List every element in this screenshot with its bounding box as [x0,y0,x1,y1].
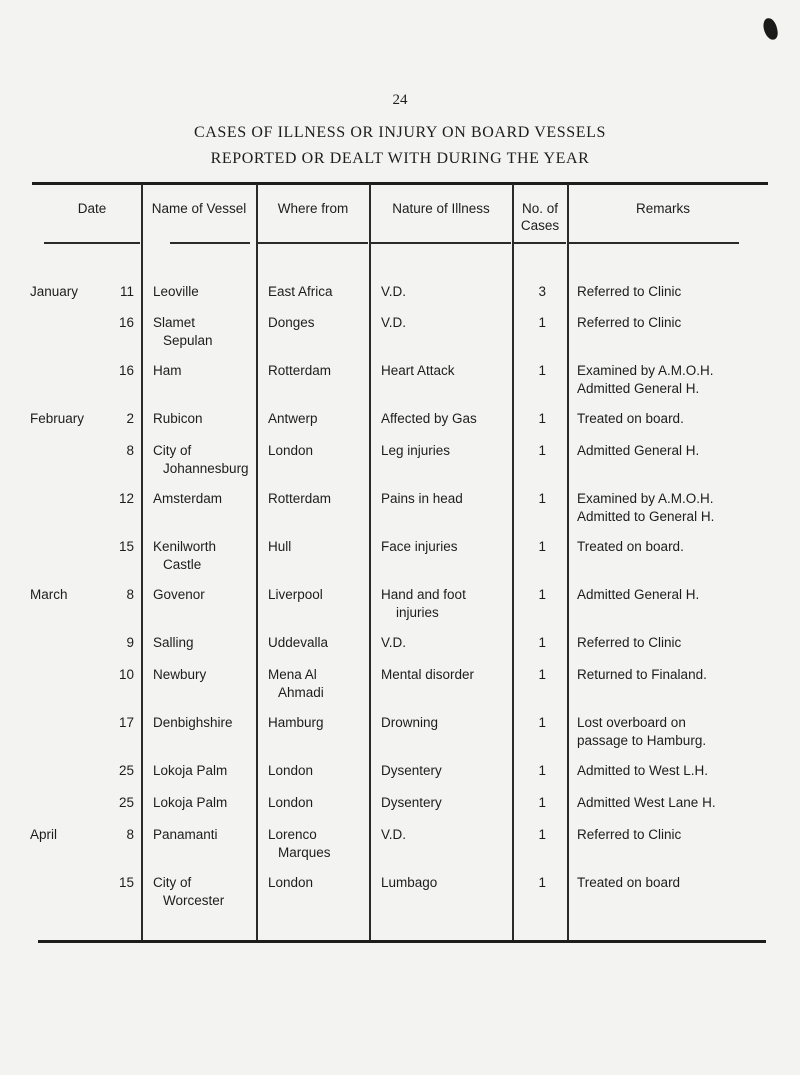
row-cases: 1 [538,363,546,378]
row-day: 12 [118,491,134,506]
row-nature-of-illness: V.D. [381,315,407,330]
row-nature-of-illness: Pains in head [381,491,463,506]
row-day: 2 [126,411,134,426]
row-day: 25 [118,795,134,810]
row-day: 8 [126,587,134,602]
row-vessel-name: Denbighshire [153,715,233,730]
row-day: 9 [126,635,134,650]
row-where-from: Antwerp [268,411,318,426]
column-divider [567,184,569,940]
table-bottom-rule [38,940,766,943]
row-cases: 1 [538,443,546,458]
row-nature-of-illness: Dysentery [381,795,442,810]
row-cases: 1 [538,715,546,730]
row-where-from: Rotterdam [268,363,332,378]
header-underline [514,242,566,244]
row-where-from: Liverpool [268,587,323,602]
page-subtitle: REPORTED OR DEALT WITH DURING THE YEAR [210,150,590,167]
row-vessel-name: Sepulan [163,333,213,348]
row-vessel-name: City of [153,875,192,890]
header-underline [371,242,511,244]
row-remarks: Referred to Clinic [577,635,682,650]
row-remarks: Examined by A.M.O.H. [577,491,714,506]
row-where-from: London [268,875,314,890]
row-where-from: Hull [268,539,292,554]
row-vessel-name: Govenor [153,587,205,602]
row-vessel-name: Newbury [153,667,207,682]
row-remarks: Examined by A.M.O.H. [577,363,714,378]
page-title: CASES OF ILLNESS OR INJURY ON BOARD VESSELS [193,124,607,141]
row-nature-of-illness: Face injuries [381,539,458,554]
header-nature-of-illness: Nature of Illness [392,201,490,216]
row-day: 15 [118,875,134,890]
row-where-from: Ahmadi [278,685,324,700]
row-nature-of-illness: Heart Attack [381,363,455,378]
header-no-of-cases [513,200,567,234]
row-where-from: Rotterdam [268,491,332,506]
row-remarks: Referred to Clinic [577,827,682,842]
row-day: 16 [118,315,134,330]
row-nature-of-illness: Drowning [381,715,439,730]
row-where-from: Lorenco [268,827,317,842]
page-number: 24 [392,92,408,108]
row-remarks: Admitted General H. [577,587,700,602]
row-day: 8 [126,443,134,458]
row-where-from: Marques [278,845,331,860]
row-month: April [30,827,58,842]
column-divider [256,184,258,940]
header-cases-line1: No. of [521,201,559,216]
row-nature-of-illness: Mental disorder [381,667,475,682]
row-vessel-name: Rubicon [153,411,203,426]
row-remarks: Lost overboard on [577,715,686,730]
row-remarks: Treated on board. [577,411,684,426]
header-underline [258,242,368,244]
row-cases: 1 [538,795,546,810]
row-remarks: Admitted General H. [577,443,700,458]
row-remarks: Returned to Finaland. [577,667,707,682]
row-where-from: London [268,443,314,458]
row-remarks: Referred to Clinic [577,284,682,299]
column-divider [141,184,143,940]
row-cases: 1 [538,491,546,506]
ink-blot [762,17,779,41]
row-where-from: East Africa [268,284,333,299]
row-nature-of-illness: Lumbago [381,875,438,890]
row-day: 8 [126,827,134,842]
row-cases: 1 [538,635,546,650]
row-where-from: London [268,763,314,778]
row-month: February [30,411,85,426]
row-vessel-name: Amsterdam [153,491,223,506]
row-day: 16 [118,363,134,378]
column-divider [512,184,514,940]
row-cases: 1 [538,875,546,890]
row-vessel-name: Castle [163,557,202,572]
row-cases: 1 [538,587,546,602]
row-day: 11 [119,284,134,299]
row-where-from: Mena Al [268,667,317,682]
row-vessel-name: Johannesburg [163,461,249,476]
row-cases: 3 [538,284,546,299]
row-cases: 1 [538,539,546,554]
row-vessel-name: Kenilworth [153,539,217,554]
row-nature-of-illness: V.D. [381,827,407,842]
row-vessel-name: Leoville [153,284,199,299]
header-vessel: Name of Vessel [151,201,247,216]
header-where-from: Where from [277,201,349,216]
row-vessel-name: Worcester [163,893,225,908]
row-vessel-name: City of [153,443,192,458]
row-where-from: Hamburg [268,715,324,730]
row-day: 10 [118,667,134,682]
row-vessel-name: Lokoja Palm [153,795,228,810]
row-remarks: Treated on board [577,875,681,890]
row-where-from: Donges [268,315,315,330]
row-cases: 1 [538,315,546,330]
row-month: January [30,284,79,299]
row-remarks: Treated on board. [577,539,684,554]
row-remarks: Admitted to General H. [577,509,715,524]
row-nature-of-illness: V.D. [381,284,407,299]
header-remarks: Remarks [635,201,690,216]
row-remarks: Admitted to West L.H. [577,763,709,778]
header-underline [44,242,140,244]
row-cases: 1 [538,763,546,778]
row-nature-of-illness: Dysentery [381,763,442,778]
row-where-from: London [268,795,314,810]
row-remarks: Admitted West Lane H. [577,795,716,810]
row-nature-of-illness: V.D. [381,635,407,650]
row-where-from: Uddevalla [268,635,329,650]
row-remarks: Admitted General H. [577,381,700,396]
row-cases: 1 [538,411,546,426]
column-divider [369,184,371,940]
row-month: March [30,587,68,602]
row-remarks: Referred to Clinic [577,315,682,330]
header-cases-line2: Cases [520,218,560,233]
row-nature-of-illness: Leg injuries [381,443,451,458]
row-vessel-name: Salling [153,635,194,650]
header-date: Date [77,201,107,216]
row-day: 17 [118,715,134,730]
row-day: 25 [118,763,134,778]
row-day: 15 [118,539,134,554]
row-cases: 1 [538,667,546,682]
row-vessel-name: Panamanti [153,827,218,842]
header-underline [170,242,250,244]
row-vessel-name: Ham [153,363,182,378]
row-nature-of-illness: Hand and foot [381,587,466,602]
row-nature-of-illness: Affected by Gas [381,411,477,426]
row-nature-of-illness: injuries [396,605,439,620]
row-vessel-name: Slamet [153,315,196,330]
header-underline [569,242,739,244]
row-remarks: passage to Hamburg. [577,733,707,748]
row-cases: 1 [538,827,546,842]
row-vessel-name: Lokoja Palm [153,763,228,778]
